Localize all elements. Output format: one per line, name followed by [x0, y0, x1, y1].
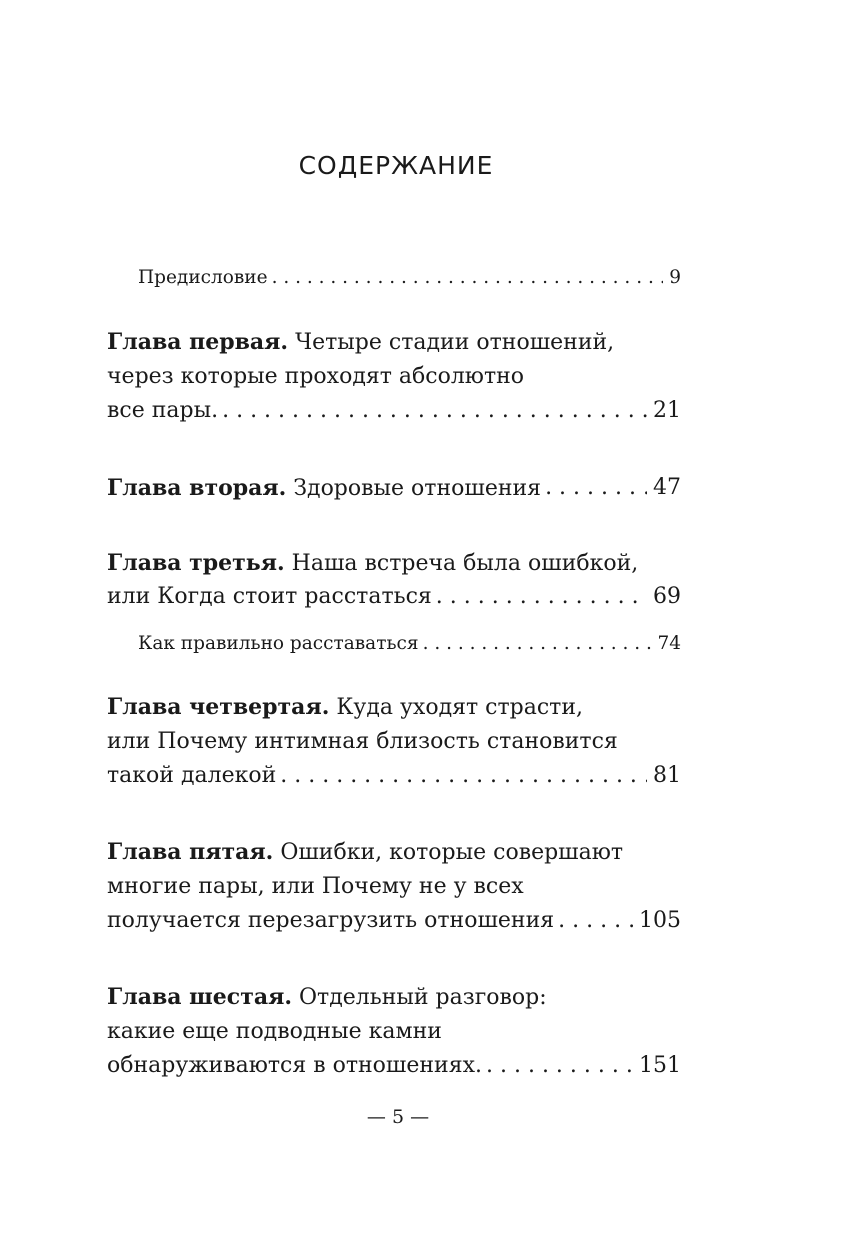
toc-entry-ch1-line2: через которые проходят абсолютно — [107, 364, 525, 389]
toc-entry-ch4-line3[interactable] — [107, 759, 681, 793]
chapter-label: Глава пятая. — [107, 839, 274, 865]
dot-leader — [222, 394, 647, 428]
toc-entry-ch5-line3[interactable] — [107, 904, 681, 938]
page-number: 105 — [639, 908, 681, 933]
toc-entry-ch3-sub[interactable] — [138, 627, 681, 661]
toc-entry-ch6-line3[interactable] — [107, 1049, 681, 1083]
chapter-title: Наша встреча была ошибкой, — [291, 551, 639, 576]
chapter-title: Куда уходят страсти, — [336, 695, 584, 720]
toc-entry-ch4-line2: или Почему интимная близость становится — [107, 729, 618, 754]
toc-entry-ch6-line2: какие еще подводные камни — [107, 1019, 442, 1044]
page-folio: — 5 — — [366, 1106, 430, 1128]
dot-leader — [558, 904, 633, 938]
dot-leader — [486, 1049, 633, 1083]
page-number: 21 — [653, 398, 681, 423]
toc-entry-ch2[interactable] — [107, 471, 681, 505]
page-number: 74 — [657, 633, 681, 654]
dot-leader — [545, 471, 647, 505]
dot-leader — [272, 261, 664, 295]
page-number: 151 — [639, 1053, 681, 1078]
chapter-title: обнаруживаются в отношениях. — [107, 1053, 482, 1078]
toc-entry-ch4-line1[interactable] — [107, 690, 681, 724]
dot-leader — [436, 580, 647, 614]
chapter-title: Ошибки, которые совершают — [280, 840, 624, 865]
dot-leader — [280, 759, 647, 793]
chapter-title: Отдельный разговор: — [299, 985, 547, 1010]
chapter-title: Четыре стадии отношений, — [295, 330, 615, 355]
toc-entry-ch1-line3[interactable] — [107, 394, 681, 428]
toc-entry-ch1-line1[interactable] — [107, 325, 681, 359]
toc-entry-ch3-line2[interactable] — [107, 580, 681, 614]
toc-entry-ch5-line1[interactable] — [107, 835, 681, 869]
chapter-title: все пары. — [107, 398, 219, 423]
toc-entry-ch3-line1[interactable] — [107, 546, 681, 580]
chapter-title: или Когда стоит расстаться — [107, 584, 432, 609]
toc-entry-text: Как правильно расставаться — [138, 633, 419, 654]
chapter-title: получается перезагрузить отношения — [107, 908, 555, 933]
chapter-label: Глава шестая. — [107, 984, 292, 1010]
page-number: 69 — [653, 584, 681, 609]
chapter-label: Глава вторая. — [107, 475, 287, 501]
toc-entry-preface[interactable] — [138, 261, 681, 295]
chapter-title: такой далекой — [107, 763, 277, 788]
page-number: 9 — [669, 267, 681, 288]
chapter-label: Глава первая. — [107, 329, 289, 355]
page-title: СОДЕРЖАНИЕ — [298, 151, 494, 180]
page-number: 81 — [653, 763, 681, 788]
chapter-label: Глава третья. — [107, 550, 285, 576]
page-number: 47 — [653, 475, 681, 500]
chapter-label: Глава четвертая. — [107, 694, 330, 720]
chapter-title: Здоровые отношения — [293, 476, 542, 501]
dot-leader — [423, 627, 652, 661]
toc-entry-text: Предисловие — [138, 267, 268, 288]
toc-entry-ch5-line2: многие пары, или Почему не у всех — [107, 874, 524, 899]
toc-entry-ch6-line1[interactable] — [107, 980, 681, 1014]
